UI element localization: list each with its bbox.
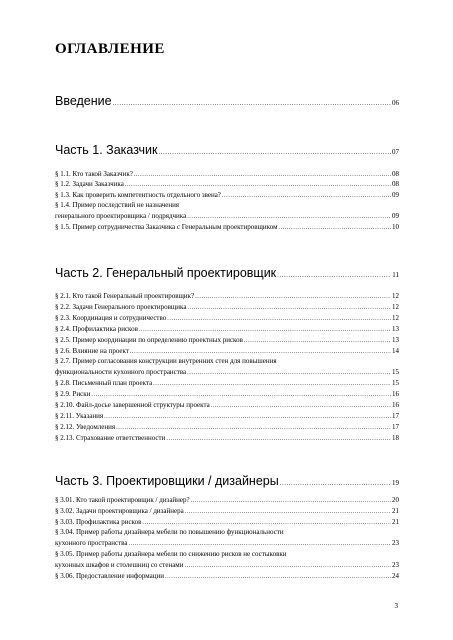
toc-page-number: 21 [392,506,399,515]
toc-title: ОГЛАВЛЕНИЕ [55,41,165,57]
toc-entry-label: § 3.01. Кто такой проектировщик / дизайнер? [55,496,190,504]
toc-entry [55,550,399,558]
toc-page-number: 21 [392,517,399,526]
toc-page-number: 23 [392,560,399,569]
dot-leader [125,182,391,188]
toc-page-number: 17 [392,411,399,420]
toc-entry-label: § 2.1. Кто такой Генеральный проектировщик? [55,292,195,300]
toc-entry [55,347,399,355]
toc-entry-label: функциональности кухонного пространства [55,368,187,377]
dot-leader [129,541,392,547]
dot-leader [91,392,391,398]
toc-page-number: 24 [392,571,399,580]
dot-leader [113,101,391,107]
toc-entry [55,507,399,515]
toc-entry [55,401,399,409]
toc-page-number: 23 [392,539,399,548]
toc-page-number: 12 [392,292,399,300]
toc-entry [55,325,399,333]
toc-page-number: 06 [392,99,399,107]
toc-entry [55,336,399,344]
toc-entry [55,191,399,199]
toc-entry [55,572,399,580]
toc-page-number: 13 [392,324,399,333]
dot-leader [191,498,391,504]
dot-leader [184,563,391,569]
toc-entry-label: генерального проектировщика / подрядчика [55,211,187,220]
toc-entry [55,412,399,420]
toc-entry [55,357,399,365]
toc-entry [55,292,399,300]
toc-page-number: 18 [392,433,399,442]
toc-page-number: 09 [392,211,399,220]
toc-heading-label: Часть 1. Заказчик [55,143,158,157]
toc-entry-label: § 2.2. Задачи Генерального проектировщика [55,302,187,311]
toc-entry [55,368,399,376]
dot-leader [142,520,391,526]
toc-entry [55,434,399,442]
toc-entry [55,314,399,322]
toc-page-number: 10 [392,222,399,231]
dot-leader [139,327,391,333]
dot-leader [153,381,391,387]
toc-entry-label: кухонного пространства [55,539,128,548]
dot-leader [187,370,391,376]
toc-page-number: 17 [392,422,399,431]
toc-entry-label: § 1.1. Кто такой Заказчик? [55,169,133,178]
toc-entry [55,212,399,220]
toc-entry-label: § 2.10. Файл-досье завершенной структуры проекта [55,401,210,409]
toc-entry [55,539,399,547]
toc-page-number: 15 [392,379,399,388]
toc-page-number: 08 [392,169,399,178]
toc-heading-label: Введение [55,94,112,108]
toc-entry-label: § 3.05. Пример работы дизайнера мебели по снижению рисков не состыковки [55,550,287,558]
toc-page-number: 16 [392,390,399,399]
dot-leader [277,273,391,279]
dot-leader [187,214,391,220]
toc-entry [55,170,399,178]
toc-entry-label: § 2.3. Координация и сотрудничество [55,313,167,322]
toc-entry [55,223,399,231]
dot-leader [165,574,391,580]
toc-entry [55,201,399,209]
toc-entry-label: § 1.4. Пример последствий не назначения [55,201,180,210]
dot-leader [166,436,391,442]
toc-entry-label: § 2.13. Страхование ответственности [55,433,166,442]
dot-leader [279,225,391,231]
toc-heading-part3 [55,474,399,488]
toc-entry [55,561,399,569]
toc-entry-label: кухонных шкафов и столешниц со стенами [55,560,184,569]
toc-page-number: 14 [392,346,399,355]
toc-entry [55,180,399,188]
toc-entry [55,379,399,387]
toc-entry-label: § 1.3. Как проверить компетентность отдельного звена? [55,190,221,199]
toc-page-number: 12 [392,313,399,322]
toc-page-number: 20 [392,496,399,504]
toc-entry-label: § 2.7. Пример согласования конструкции внутренних стен для повышения [55,357,277,366]
toc-entry-label: § 2.6. Влияние на проект [55,346,129,355]
toc-page-number: 09 [392,190,399,199]
toc-page-number: 16 [392,401,399,409]
dot-leader [116,425,391,431]
toc-entry-label: § 2.5. Пример координации по определению проектных рисков [55,335,243,344]
dot-leader [185,509,391,515]
dot-leader [130,349,391,355]
toc-entry-label: § 3.02. Задачи проектировщика / дизайнера [55,506,184,515]
toc-heading-label: Часть 3. Проектировщики / дизайнеры [55,474,279,488]
dot-leader [187,305,391,311]
dot-leader [222,193,391,199]
toc-page-number: 08 [392,180,399,189]
dot-leader [167,316,391,322]
dot-leader [244,338,391,344]
toc-heading-label: Часть 2. Генеральный проектировщик [55,266,277,280]
toc-entry [55,390,399,398]
toc-entry [55,303,399,311]
toc-entry-label: § 2.11. Указания [55,411,104,420]
toc-page-number: 12 [392,302,399,311]
toc-entry [55,496,399,504]
dot-leader [134,172,391,178]
page-number: 3 [394,602,398,610]
toc-entry-label: § 3.06. Предоставление информации [55,571,164,580]
dot-leader [211,403,391,409]
toc-entry-label: § 2.9. Риски [55,390,91,399]
toc-entry [55,528,399,536]
toc-entry-label: § 2.12. Уведомления [55,422,116,431]
toc-entry-label: § 1.5. Пример сотрудничества Заказчика с Генеральным проектировщиком [55,222,278,231]
dot-leader [280,481,391,487]
toc-page-number: 15 [392,368,399,377]
toc-page-number: 07 [392,148,399,156]
toc-entry [55,423,399,431]
toc-entry-label: § 3.03. Профилактика рисков [55,517,142,526]
toc-entry-label: § 2.4. Профилактика рисков [55,324,138,333]
toc-heading-part2 [55,266,399,280]
toc-entry [55,518,399,526]
toc-entry-label: § 2.8. Письменный план проекта [55,379,153,388]
toc-page-number: 19 [392,479,399,487]
toc-heading-intro [55,94,399,108]
toc-heading-part1 [55,143,399,157]
dot-leader [104,414,391,420]
toc-entry-label: § 3.04. Пример работы дизайнера мебели по повышению функциональности [55,528,284,537]
toc-page-number: 13 [392,335,399,344]
dot-leader [195,294,391,300]
toc-entry-label: § 1.2. Задачи Заказчика [55,180,124,189]
toc-page-number: 11 [392,271,399,279]
dot-leader [158,150,391,156]
